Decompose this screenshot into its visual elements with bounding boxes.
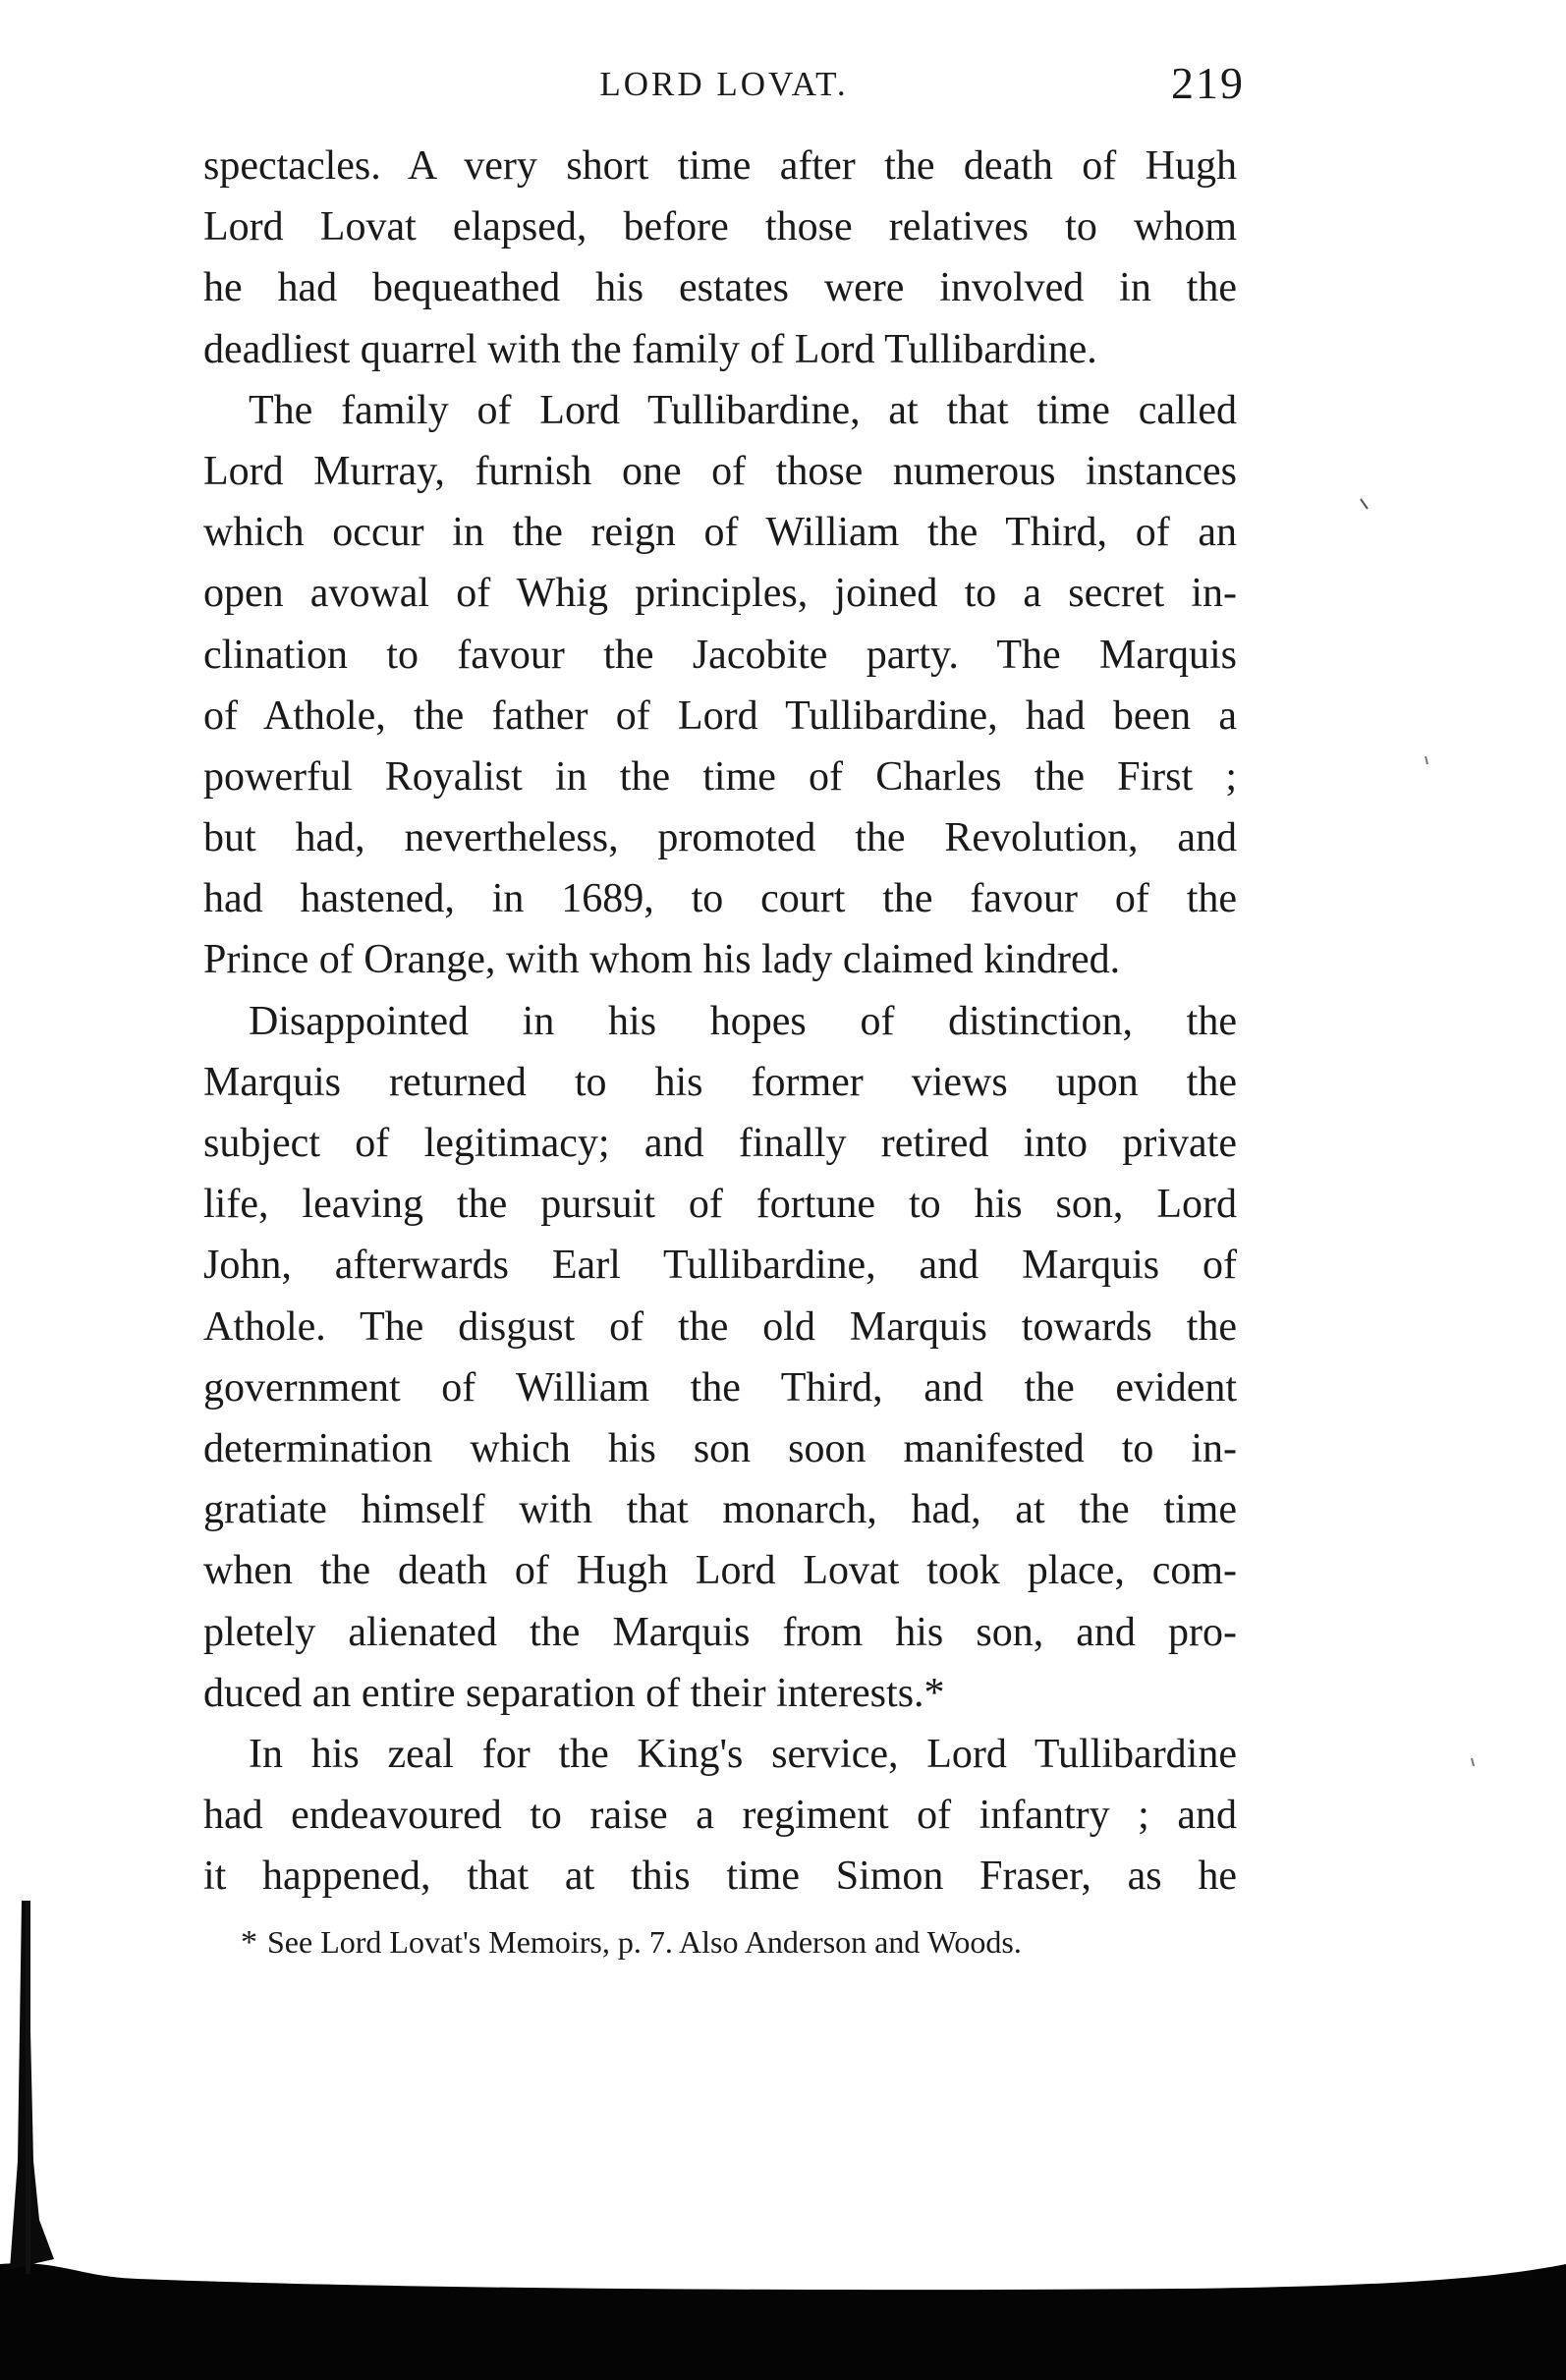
left-edge-bar: [26, 1901, 30, 2274]
running-head: [203, 57, 1245, 116]
body-text: [203, 136, 1237, 1907]
text-line: had hastened, in 1689, to court the favour of the: [203, 876, 1237, 922]
left-edge-shadow: [10, 1901, 54, 2269]
text-line: pletely alienated the Marquis from his son, and pro-: [203, 1609, 1237, 1655]
text-line: Athole. The disgust of the old Marquis towards the: [203, 1303, 1237, 1350]
text-line: Lord Murray, furnish one of those numerous instances: [203, 448, 1237, 494]
text-line: Prince of Orange, with whom his lady claimed kindred.: [203, 937, 1121, 983]
text-line: The family of Lord Tullibardine, at that time called: [249, 387, 1237, 433]
text-line: Marquis returned to his former views upon the: [203, 1059, 1237, 1105]
footnote-text: See Lord Lovat's Memoirs, p. 7. Also Anderson and Woods.: [267, 1924, 1022, 1960]
text-line: subject of legitimacy; and finally retired into private: [203, 1121, 1237, 1166]
stray-mark: [1472, 1758, 1474, 1766]
footnote: [241, 1920, 1223, 1965]
stray-mark: [1361, 499, 1368, 509]
text-line: duced an entire separation of their interests.*: [203, 1670, 945, 1716]
text-line: which occur in the reign of William the Third, of an: [203, 510, 1237, 556]
text-line: Disappointed in his hopes of distinction, the: [249, 998, 1237, 1044]
text-line: had endeavoured to raise a regiment of infantry ; and: [203, 1793, 1237, 1839]
running-title: LORD LOVAT.: [599, 65, 849, 103]
text-line: he had bequeathed his estates were involved in the: [203, 265, 1237, 311]
text-line: Lord Lovat elapsed, before those relatives to whom: [203, 204, 1237, 250]
text-line: spectacles. A very short time after the death of Hugh: [203, 143, 1237, 189]
page-number: 219: [1171, 58, 1245, 108]
text-line: powerful Royalist in the time of Charles the First ;: [203, 753, 1237, 800]
text-line: In his zeal for the King's service, Lord Tullibardine: [249, 1731, 1237, 1777]
text-line: open avowal of Whig principles, joined to a secret in-: [203, 571, 1237, 617]
text-line: when the death of Hugh Lord Lovat took place, com-: [203, 1548, 1237, 1594]
text-line: of Athole, the father of Lord Tullibardine, had been a: [203, 692, 1237, 739]
text-line: but had, nevertheless, promoted the Revolution, and: [203, 815, 1237, 861]
text-line: determination which his son soon manifested to in-: [203, 1425, 1237, 1471]
footnote-marker: *: [241, 1924, 257, 1961]
text-line: life, leaving the pursuit of fortune to his son, Lord: [203, 1182, 1237, 1228]
text-line: government of William the Third, and the evident: [203, 1364, 1237, 1411]
text-line: it happened, that at this time Simon Fraser, as he: [203, 1854, 1237, 1900]
text-line: deadliest quarrel with the family of Lord Tullibardine.: [203, 326, 1097, 372]
text-line: John, afterwards Earl Tullibardine, and Marquis of: [203, 1243, 1237, 1289]
bottom-edge-shadow: [0, 2263, 1566, 2380]
text-line: gratiate himself with that monarch, had, at the time: [203, 1487, 1237, 1533]
text-line: clination to favour the Jacobite party. The Marquis: [203, 632, 1237, 678]
stray-mark: [1426, 756, 1427, 764]
